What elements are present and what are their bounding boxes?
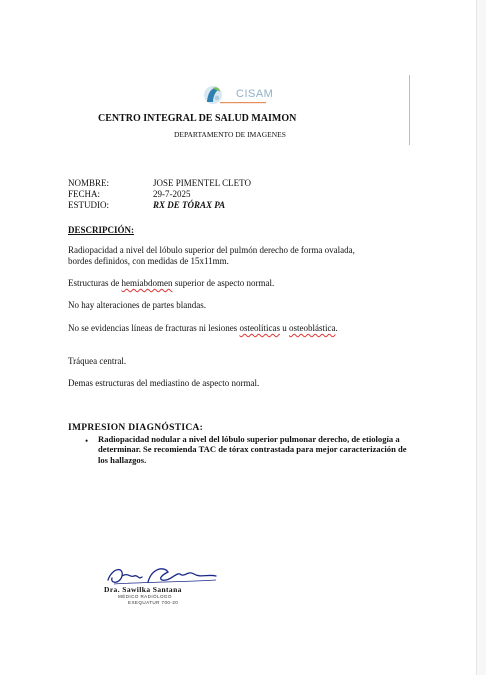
description-paragraph: Estructuras de hemiabdomen superior de aspecto normal.	[68, 278, 275, 288]
description-paragraph: Demas estructuras del mediastino de aspecto normal.	[68, 378, 260, 388]
description-paragraph: No se evidencias líneas de fracturas ni lesiones osteolíticas u osteoblástica.	[68, 323, 338, 333]
margin-guide	[409, 75, 410, 145]
study-label: ESTUDIO:	[68, 200, 109, 210]
department-name: DEPARTAMENTO DE IMAGENES	[174, 130, 286, 139]
signature-title: MÉDICO RADIÓLOGO	[118, 594, 172, 599]
description-paragraph: Tráquea central.	[68, 356, 127, 366]
study-value: RX DE TÓRAX PA	[153, 200, 226, 210]
spellcheck-word: osteoblástica	[288, 323, 336, 333]
date-label: FECHA:	[68, 189, 101, 199]
page-edge	[476, 0, 486, 675]
signature-license: EXEQUATUR 700-20	[128, 600, 179, 605]
description-paragraph: No hay alteraciones de partes blandas.	[68, 300, 206, 310]
organization-name: CENTRO INTEGRAL DE SALUD MAIMON	[98, 113, 297, 124]
logo-text: CISAM	[236, 88, 274, 100]
name-value: JOSE PIMENTEL CLETO	[153, 178, 251, 188]
description-heading: DESCRIPCIÓN:	[68, 225, 135, 235]
description-paragraph: Radiopacidad a nivel del lóbulo superior del pulmón derecho de forma ovalada, bordes definidos, con medidas de 15x11mm.	[68, 245, 355, 266]
name-label: NOMBRE:	[68, 178, 110, 188]
impression-heading: IMPRESION DIAGNÓSTICA:	[68, 423, 204, 433]
signature-name: Dra. Sawilka Santana	[104, 585, 182, 594]
date-value: 29-7-2025	[153, 189, 191, 199]
spellcheck-word: osteolíticas	[239, 323, 280, 333]
bullet-icon: •	[85, 436, 89, 446]
impression-item: Radiopacidad nodular a nivel del lóbulo superior pulmonar derecho, de etiología a determinar. Se recomienda TAC de tórax contrastada para mejor caracterización de los hallazgos.	[98, 434, 407, 465]
spellcheck-word: hemiabdomen	[121, 278, 173, 288]
